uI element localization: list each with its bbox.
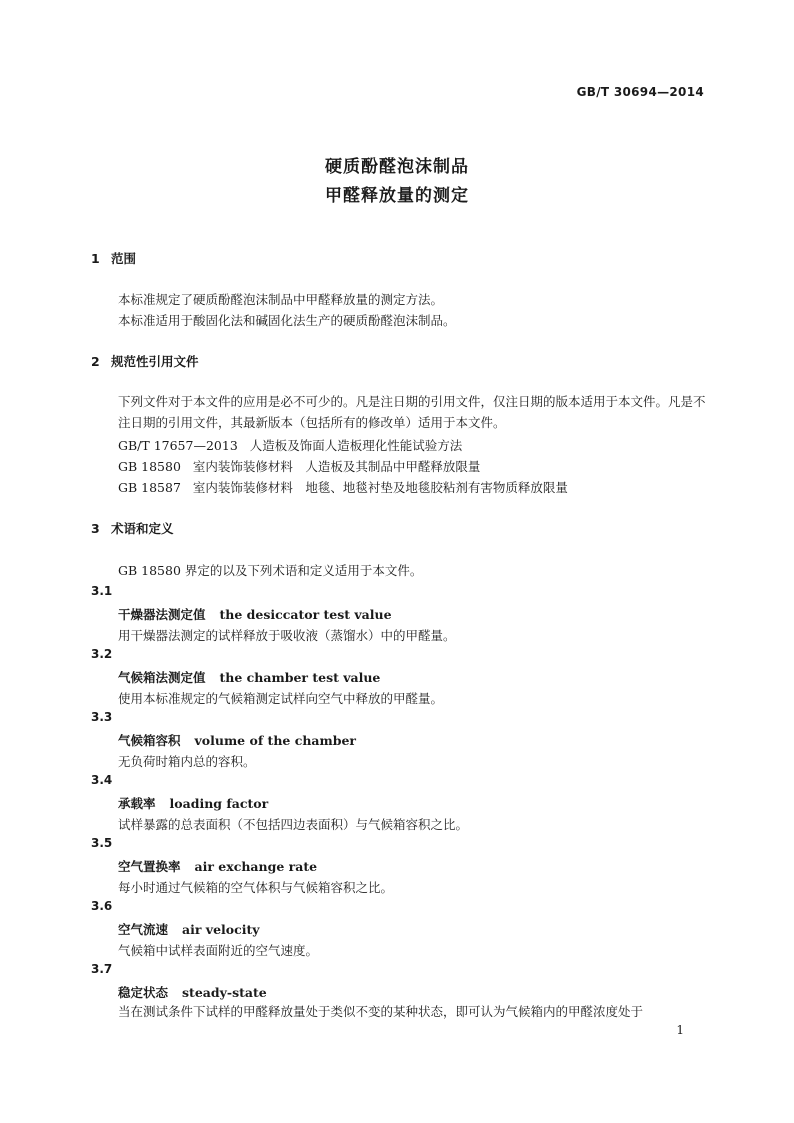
term-en: air velocity: [182, 922, 260, 937]
reference-title: 室内装饰装修材料 人造板及其制品中甲醛释放限量: [192, 459, 481, 474]
paragraph: 本标准适用于酸固化法和碱固化法生产的硬质酚醛泡沫制品。: [118, 313, 456, 328]
term-heading: [118, 794, 268, 812]
term-definition: 试样暴露的总表面积（不包括四边表面积）与气候箱容积之比。: [118, 817, 469, 832]
term-heading: [118, 857, 317, 875]
term-heading: [118, 605, 392, 623]
term-number: 3.6: [91, 899, 113, 913]
term-heading: [118, 983, 267, 1001]
term-zh: 气候箱法测定值: [118, 670, 206, 685]
term-en: steady-state: [182, 985, 267, 1000]
term-zh: 干燥器法测定值: [118, 607, 206, 622]
reference-title: 室内装饰装修材料 地毯、地毯衬垫及地毯胶粘剂有害物质释放限量: [192, 480, 568, 495]
section-1-heading: [91, 249, 136, 267]
section-2-heading: [91, 352, 199, 370]
term-number: 3.3: [91, 710, 113, 724]
reference-code: GB 18587: [118, 480, 181, 495]
term-zh: 空气置换率: [118, 859, 181, 874]
term-zh: 稳定状态: [118, 985, 169, 1000]
section-3-heading: [91, 519, 174, 537]
doc-title-line1: 硬质酚醛泡沫制品: [325, 157, 469, 177]
reference-item: [118, 478, 568, 496]
term-zh: 承载率: [118, 796, 156, 811]
reference-code: GB 18580: [118, 459, 181, 474]
term-definition: 用干燥器法测定的试样释放于吸收液（蒸馏水）中的甲醛量。: [118, 628, 456, 643]
term-number: 3.1: [91, 584, 113, 598]
term-definition: 气候箱中试样表面附近的空气速度。: [118, 943, 319, 958]
section-title: 术语和定义: [111, 521, 174, 536]
paragraph: 本标准规定了硬质酚醛泡沫制品中甲醛释放量的测定方法。: [118, 292, 444, 307]
term-en: the chamber test value: [219, 670, 381, 685]
doc-title-line2: 甲醛释放量的测定: [325, 186, 469, 206]
reference-code: GB/T 17657—2013: [118, 438, 238, 453]
section-number: 1: [91, 251, 100, 266]
term-zh: 气候箱容积: [118, 733, 181, 748]
term-heading: [118, 731, 356, 749]
section-title: 规范性引用文件: [111, 354, 199, 369]
section-title: 范围: [111, 251, 137, 266]
paragraph: [91, 391, 706, 433]
term-number: 3.7: [91, 962, 113, 976]
reference-item: [118, 436, 462, 454]
term-number: 3.5: [91, 836, 113, 850]
term-definition: 无负荷时箱内总的容积。: [118, 754, 256, 769]
term-zh: 空气流速: [118, 922, 169, 937]
standard-number: GB/T 30694—2014: [576, 85, 704, 99]
reference-item: [118, 457, 480, 475]
term-en: loading factor: [169, 796, 269, 811]
section-number: 2: [91, 354, 100, 369]
term-definition: 使用本标准规定的气候箱测定试样向空气中释放的甲醛量。: [118, 691, 444, 706]
term-en: volume of the chamber: [194, 733, 357, 748]
term-en: the desiccator test value: [219, 607, 392, 622]
term-heading: [118, 668, 380, 686]
term-number: 3.2: [91, 647, 113, 661]
section-number: 3: [91, 521, 100, 536]
reference-title: 人造板及饰面人造板理化性能试验方法: [249, 438, 463, 453]
paragraph: GB 18580 界定的以及下列术语和定义适用于本文件。: [118, 563, 423, 578]
term-number: 3.4: [91, 773, 113, 787]
term-en: air exchange rate: [194, 859, 318, 874]
page-number: 1: [676, 1023, 684, 1037]
term-definition: 当在测试条件下试样的甲醛释放量处于类似不变的某种状态，即可认为气候箱内的甲醛浓度处于: [118, 1004, 644, 1019]
paragraph-text: 下列文件对于本文件的应用是必不可少的。凡是注日期的引用文件，仅注日期的版本适用于本文件。凡是不注日期的引用文件，其最新版本（包括所有的修改单）适用于本文件。: [118, 394, 706, 430]
term-heading: [118, 920, 260, 938]
term-definition: 每小时通过气候箱的空气体积与气候箱容积之比。: [118, 880, 394, 895]
